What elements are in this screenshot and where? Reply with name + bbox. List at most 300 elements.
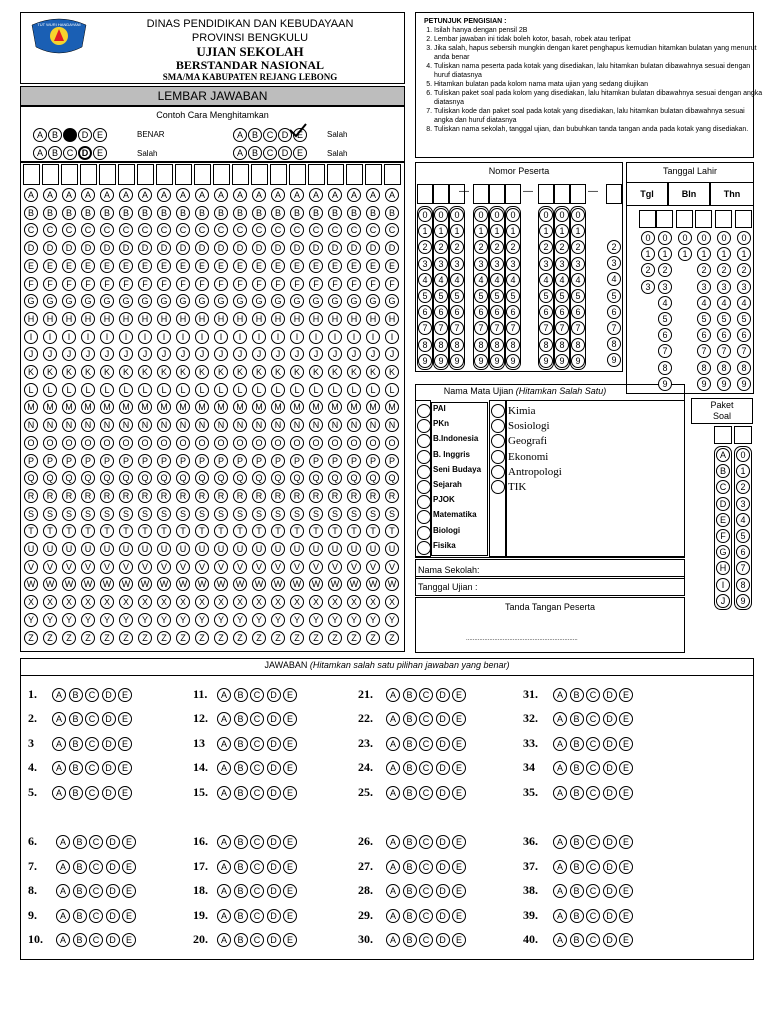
name-grid-bubble[interactable]: J [290, 347, 304, 361]
name-grid-bubble[interactable]: Z [100, 631, 114, 645]
answer-option-bubble[interactable]: A [553, 712, 567, 726]
answer-option-bubble[interactable]: A [553, 737, 567, 751]
answer-option-bubble[interactable]: D [102, 712, 116, 726]
name-grid-bubble[interactable]: R [347, 489, 361, 503]
name-grid-bubble[interactable]: Q [309, 471, 323, 485]
paket-letter-cell[interactable] [714, 426, 732, 444]
name-grid-bubble[interactable]: N [100, 418, 114, 432]
name-grid-bubble[interactable]: T [62, 524, 76, 538]
answer-option-bubble[interactable]: E [452, 761, 466, 775]
tgl-bubble[interactable]: 5 [658, 312, 672, 326]
answer-option-bubble[interactable]: C [250, 860, 264, 874]
name-grid-bubble[interactable]: P [233, 454, 247, 468]
name-grid-bubble[interactable]: P [195, 454, 209, 468]
answer-option-bubble[interactable]: D [436, 860, 450, 874]
name-grid-bubble[interactable]: F [119, 277, 133, 291]
name-grid-bubble[interactable]: W [138, 577, 152, 591]
nomor-bubble[interactable]: 8 [506, 338, 520, 352]
nomor-bubble[interactable]: 2 [450, 240, 464, 254]
answer-option-bubble[interactable]: B [403, 884, 417, 898]
tgl-bubble[interactable]: 0 [658, 231, 672, 245]
name-grid-bubble[interactable]: Q [62, 471, 76, 485]
name-grid-bubble[interactable]: G [100, 294, 114, 308]
name-grid-bubble[interactable]: D [328, 241, 342, 255]
name-grid-bubble[interactable]: T [328, 524, 342, 538]
name-grid-bubble[interactable]: N [119, 418, 133, 432]
name-grid-bubble[interactable]: E [252, 259, 266, 273]
answer-option-bubble[interactable]: A [56, 860, 70, 874]
name-grid-bubble[interactable]: N [195, 418, 209, 432]
answer-option-bubble[interactable]: D [603, 712, 617, 726]
name-grid-bubble[interactable]: H [24, 312, 38, 326]
answer-option-bubble[interactable]: C [250, 786, 264, 800]
name-grid-bubble[interactable]: R [81, 489, 95, 503]
example-salah3-bubble[interactable]: C [263, 146, 277, 160]
name-grid-bubble[interactable]: M [366, 400, 380, 414]
answer-option-bubble[interactable]: E [619, 860, 633, 874]
answer-option-bubble[interactable]: B [403, 712, 417, 726]
tgl-bubble[interactable]: 9 [737, 377, 751, 391]
nomor-bubble[interactable]: 4 [434, 273, 448, 287]
name-grid-bubble[interactable]: X [233, 595, 247, 609]
tgl-bubble[interactable]: 7 [717, 344, 731, 358]
tgl-bubble[interactable]: 5 [737, 312, 751, 326]
answer-option-bubble[interactable]: A [386, 933, 400, 947]
name-grid-bubble[interactable]: P [347, 454, 361, 468]
answer-option-bubble[interactable]: B [69, 737, 83, 751]
name-grid-bubble[interactable]: T [290, 524, 304, 538]
name-grid-bubble[interactable]: S [157, 507, 171, 521]
name-grid-bubble[interactable]: I [309, 330, 323, 344]
answer-option-bubble[interactable]: B [234, 688, 248, 702]
paket-letter-bubble[interactable]: H [716, 561, 730, 575]
answer-option-bubble[interactable]: B [403, 786, 417, 800]
example-salah1-bubble[interactable]: B [48, 146, 62, 160]
tgl-bubble[interactable]: 9 [717, 377, 731, 391]
name-grid-bubble[interactable]: Y [24, 613, 38, 627]
name-grid-bubble[interactable]: O [100, 436, 114, 450]
nomor-bubble[interactable]: 4 [539, 273, 553, 287]
name-grid-bubble[interactable]: W [252, 577, 266, 591]
name-grid-bubble[interactable]: A [157, 188, 171, 202]
name-grid-bubble[interactable]: M [62, 400, 76, 414]
tgl-bubble[interactable]: 8 [737, 361, 751, 375]
name-grid-bubble[interactable]: Q [138, 471, 152, 485]
name-grid-bubble[interactable]: F [290, 277, 304, 291]
nomor-bubble[interactable]: 0 [474, 208, 488, 222]
name-grid-bubble[interactable]: H [43, 312, 57, 326]
name-grid-bubble[interactable]: A [385, 188, 399, 202]
answer-option-bubble[interactable]: D [267, 835, 281, 849]
nomor-bubble[interactable]: 5 [571, 289, 585, 303]
name-grid-bubble[interactable]: L [366, 383, 380, 397]
name-grid-bubble[interactable]: L [81, 383, 95, 397]
name-grid-bubble[interactable]: I [43, 330, 57, 344]
name-grid-bubble[interactable]: C [214, 223, 228, 237]
name-grid-bubble[interactable]: T [119, 524, 133, 538]
name-grid-bubble[interactable]: U [157, 542, 171, 556]
name-grid-bubble[interactable]: C [138, 223, 152, 237]
name-grid-bubble[interactable]: O [252, 436, 266, 450]
answer-option-bubble[interactable]: D [267, 909, 281, 923]
name-letter-cell[interactable] [42, 164, 59, 185]
answer-option-bubble[interactable]: D [102, 688, 116, 702]
name-letter-cell[interactable] [156, 164, 173, 185]
answer-option-bubble[interactable]: C [419, 884, 433, 898]
name-grid-bubble[interactable]: K [119, 365, 133, 379]
tanggal-ujian-field[interactable] [415, 576, 685, 596]
nomor-digit-cell[interactable] [433, 184, 449, 204]
name-grid-bubble[interactable]: A [62, 188, 76, 202]
name-grid-bubble[interactable]: M [176, 400, 190, 414]
tgl-bubble[interactable]: 9 [697, 377, 711, 391]
paket-letter-bubble[interactable]: C [716, 480, 730, 494]
nomor-bubble[interactable]: 1 [506, 224, 520, 238]
name-letter-cell[interactable] [118, 164, 135, 185]
name-grid-bubble[interactable]: X [100, 595, 114, 609]
name-grid-bubble[interactable]: O [385, 436, 399, 450]
example-salah2-bubble[interactable]: A [233, 128, 247, 142]
name-grid-bubble[interactable]: P [366, 454, 380, 468]
name-grid-bubble[interactable]: K [62, 365, 76, 379]
answer-option-bubble[interactable]: D [603, 933, 617, 947]
name-grid-bubble[interactable]: I [366, 330, 380, 344]
name-grid-bubble[interactable]: O [233, 436, 247, 450]
name-grid-bubble[interactable]: H [290, 312, 304, 326]
answer-option-bubble[interactable]: E [122, 909, 136, 923]
answer-option-bubble[interactable]: B [234, 860, 248, 874]
name-grid-bubble[interactable]: J [81, 347, 95, 361]
name-grid-bubble[interactable]: A [195, 188, 209, 202]
paket-digit-bubble[interactable]: 0 [736, 448, 750, 462]
answer-option-bubble[interactable]: B [570, 786, 584, 800]
name-grid-bubble[interactable]: G [271, 294, 285, 308]
nomor-bubble[interactable]: 4 [506, 273, 520, 287]
name-grid-bubble[interactable]: Y [328, 613, 342, 627]
answer-option-bubble[interactable]: B [73, 860, 87, 874]
answer-option-bubble[interactable]: D [102, 761, 116, 775]
name-grid-bubble[interactable]: T [138, 524, 152, 538]
answer-option-bubble[interactable]: A [553, 835, 567, 849]
nomor-bubble[interactable]: 3 [490, 257, 504, 271]
name-grid-bubble[interactable]: K [138, 365, 152, 379]
name-grid-bubble[interactable]: X [328, 595, 342, 609]
answer-option-bubble[interactable]: A [386, 860, 400, 874]
name-grid-bubble[interactable]: B [290, 206, 304, 220]
name-grid-bubble[interactable]: D [195, 241, 209, 255]
paket-digit-bubble[interactable]: 1 [736, 464, 750, 478]
name-grid-bubble[interactable]: U [62, 542, 76, 556]
name-grid-bubble[interactable]: V [366, 560, 380, 574]
answer-option-bubble[interactable]: A [553, 688, 567, 702]
name-grid-bubble[interactable]: T [233, 524, 247, 538]
answer-option-bubble[interactable]: C [250, 933, 264, 947]
answer-option-bubble[interactable]: D [436, 688, 450, 702]
name-grid-bubble[interactable]: E [385, 259, 399, 273]
answer-option-bubble[interactable]: D [102, 786, 116, 800]
nomor-bubble[interactable]: 6 [474, 305, 488, 319]
name-grid-bubble[interactable]: O [271, 436, 285, 450]
answer-option-bubble[interactable]: B [234, 835, 248, 849]
answer-option-bubble[interactable]: A [217, 909, 231, 923]
nomor-bubble[interactable]: 2 [490, 240, 504, 254]
name-grid-bubble[interactable]: T [195, 524, 209, 538]
name-grid-bubble[interactable]: P [290, 454, 304, 468]
answer-option-bubble[interactable]: C [89, 884, 103, 898]
nomor-bubble[interactable]: 7 [490, 321, 504, 335]
nomor-bubble[interactable]: 5 [490, 289, 504, 303]
tgl-bubble[interactable]: 7 [658, 344, 672, 358]
name-grid-bubble[interactable]: H [309, 312, 323, 326]
name-grid-bubble[interactable]: V [328, 560, 342, 574]
name-grid-bubble[interactable]: Y [385, 613, 399, 627]
name-grid-bubble[interactable]: Z [138, 631, 152, 645]
answer-option-bubble[interactable]: D [436, 786, 450, 800]
answer-option-bubble[interactable]: D [603, 884, 617, 898]
name-grid-bubble[interactable]: O [290, 436, 304, 450]
name-grid-bubble[interactable]: B [195, 206, 209, 220]
name-grid-bubble[interactable]: R [309, 489, 323, 503]
answer-option-bubble[interactable]: A [553, 761, 567, 775]
nomor-digit-cell[interactable] [570, 184, 586, 204]
name-grid-bubble[interactable]: O [119, 436, 133, 450]
answer-option-bubble[interactable]: D [603, 860, 617, 874]
answer-option-bubble[interactable]: B [234, 884, 248, 898]
name-grid-bubble[interactable]: A [347, 188, 361, 202]
name-grid-bubble[interactable]: J [328, 347, 342, 361]
nomor-bubble[interactable]: 7 [555, 321, 569, 335]
name-grid-bubble[interactable]: R [100, 489, 114, 503]
name-grid-bubble[interactable]: I [24, 330, 38, 344]
nomor-bubble[interactable]: 1 [555, 224, 569, 238]
answer-option-bubble[interactable]: C [419, 909, 433, 923]
name-grid-bubble[interactable]: W [309, 577, 323, 591]
tgl-bubble[interactable]: 1 [717, 247, 731, 261]
paket-letter-bubble[interactable]: J [716, 594, 730, 608]
name-letter-cell[interactable] [270, 164, 287, 185]
example-salah2-bubble[interactable]: E [293, 128, 307, 142]
name-grid-bubble[interactable]: Q [100, 471, 114, 485]
name-grid-bubble[interactable]: B [385, 206, 399, 220]
tgl-bubble[interactable]: 8 [717, 361, 731, 375]
name-grid-bubble[interactable]: V [233, 560, 247, 574]
name-grid-bubble[interactable]: V [138, 560, 152, 574]
answer-option-bubble[interactable]: C [85, 761, 99, 775]
name-grid-bubble[interactable]: J [366, 347, 380, 361]
name-grid-bubble[interactable]: R [385, 489, 399, 503]
name-grid-bubble[interactable]: T [100, 524, 114, 538]
answer-option-bubble[interactable]: C [586, 835, 600, 849]
name-grid-bubble[interactable]: Q [119, 471, 133, 485]
answer-option-bubble[interactable]: E [619, 909, 633, 923]
name-grid-bubble[interactable]: X [43, 595, 57, 609]
answer-option-bubble[interactable]: B [403, 860, 417, 874]
answer-option-bubble[interactable]: C [419, 860, 433, 874]
nomor-bubble[interactable]: 6 [506, 305, 520, 319]
name-grid-bubble[interactable]: E [290, 259, 304, 273]
name-grid-bubble[interactable]: L [309, 383, 323, 397]
name-grid-bubble[interactable]: A [43, 188, 57, 202]
nomor-bubble[interactable]: 3 [539, 257, 553, 271]
nomor-bubble[interactable]: 1 [418, 224, 432, 238]
nomor-bubble[interactable]: 0 [418, 208, 432, 222]
answer-option-bubble[interactable]: E [619, 835, 633, 849]
answer-option-bubble[interactable]: C [586, 786, 600, 800]
nomor-bubble[interactable]: 7 [418, 321, 432, 335]
name-grid-bubble[interactable]: Y [233, 613, 247, 627]
ttd-box[interactable] [415, 597, 685, 653]
name-grid-bubble[interactable]: M [119, 400, 133, 414]
name-grid-bubble[interactable]: X [138, 595, 152, 609]
name-grid-bubble[interactable]: Q [214, 471, 228, 485]
example-benar-bubble[interactable]: D [78, 128, 92, 142]
tgl-bubble[interactable]: 6 [658, 328, 672, 342]
name-grid-bubble[interactable]: E [81, 259, 95, 273]
name-grid-bubble[interactable]: T [309, 524, 323, 538]
name-grid-bubble[interactable]: N [309, 418, 323, 432]
answer-option-bubble[interactable]: B [234, 933, 248, 947]
name-grid-bubble[interactable]: G [309, 294, 323, 308]
answer-option-bubble[interactable]: D [267, 712, 281, 726]
nomor-bubble[interactable]: 7 [434, 321, 448, 335]
answer-option-bubble[interactable]: A [386, 688, 400, 702]
name-letter-cell[interactable] [251, 164, 268, 185]
name-grid-bubble[interactable]: D [81, 241, 95, 255]
answer-option-bubble[interactable]: E [619, 786, 633, 800]
nomor-bubble[interactable]: 6 [607, 305, 621, 319]
tgl-bubble[interactable]: 8 [658, 361, 672, 375]
tgl-digit-cell[interactable] [695, 210, 712, 228]
name-grid-bubble[interactable]: V [385, 560, 399, 574]
name-grid-bubble[interactable]: X [214, 595, 228, 609]
paket-digit-bubble[interactable]: 5 [736, 529, 750, 543]
name-grid-bubble[interactable]: B [366, 206, 380, 220]
answer-option-bubble[interactable]: C [250, 737, 264, 751]
name-grid-bubble[interactable]: U [328, 542, 342, 556]
nomor-bubble[interactable]: 9 [490, 354, 504, 368]
name-grid-bubble[interactable]: S [195, 507, 209, 521]
name-grid-bubble[interactable]: Y [100, 613, 114, 627]
name-grid-bubble[interactable]: A [24, 188, 38, 202]
name-letter-cell[interactable] [327, 164, 344, 185]
tgl-bubble[interactable]: 9 [658, 377, 672, 391]
answer-option-bubble[interactable]: B [69, 761, 83, 775]
name-grid-bubble[interactable]: F [100, 277, 114, 291]
paket-digit-bubble[interactable]: 7 [736, 561, 750, 575]
name-grid-bubble[interactable]: K [100, 365, 114, 379]
nomor-bubble[interactable]: 2 [555, 240, 569, 254]
name-letter-cell[interactable] [289, 164, 306, 185]
name-grid-bubble[interactable]: L [347, 383, 361, 397]
name-grid-bubble[interactable]: B [43, 206, 57, 220]
answer-option-bubble[interactable]: A [553, 909, 567, 923]
name-grid-bubble[interactable]: Y [138, 613, 152, 627]
answer-option-bubble[interactable]: B [403, 761, 417, 775]
name-grid-bubble[interactable]: M [81, 400, 95, 414]
name-grid-bubble[interactable]: S [214, 507, 228, 521]
answer-option-bubble[interactable]: A [217, 786, 231, 800]
name-grid-bubble[interactable]: Q [81, 471, 95, 485]
name-grid-bubble[interactable]: Q [43, 471, 57, 485]
tgl-bubble[interactable]: 1 [641, 247, 655, 261]
name-grid-bubble[interactable]: V [309, 560, 323, 574]
answer-option-bubble[interactable]: C [250, 884, 264, 898]
name-grid-bubble[interactable]: Z [62, 631, 76, 645]
nomor-bubble[interactable]: 1 [571, 224, 585, 238]
name-grid-bubble[interactable]: N [328, 418, 342, 432]
name-grid-bubble[interactable]: O [157, 436, 171, 450]
name-grid-bubble[interactable]: W [290, 577, 304, 591]
name-grid-bubble[interactable]: I [81, 330, 95, 344]
name-grid-bubble[interactable]: W [176, 577, 190, 591]
name-grid-bubble[interactable]: Q [347, 471, 361, 485]
name-grid-bubble[interactable]: B [138, 206, 152, 220]
name-grid-bubble[interactable]: C [81, 223, 95, 237]
nomor-bubble[interactable]: 5 [434, 289, 448, 303]
nomor-bubble[interactable]: 5 [555, 289, 569, 303]
example-benar-bubble[interactable]: B [48, 128, 62, 142]
name-grid-bubble[interactable]: X [347, 595, 361, 609]
name-grid-bubble[interactable]: D [100, 241, 114, 255]
name-grid-bubble[interactable]: U [309, 542, 323, 556]
answer-option-bubble[interactable]: A [217, 933, 231, 947]
tgl-bubble[interactable]: 0 [641, 231, 655, 245]
name-grid-bubble[interactable]: J [176, 347, 190, 361]
name-grid-bubble[interactable]: C [195, 223, 209, 237]
nomor-bubble[interactable]: 3 [571, 257, 585, 271]
name-grid-bubble[interactable]: W [43, 577, 57, 591]
name-grid-bubble[interactable]: N [138, 418, 152, 432]
name-grid-bubble[interactable]: D [214, 241, 228, 255]
nomor-bubble[interactable]: 3 [474, 257, 488, 271]
name-grid-bubble[interactable]: L [271, 383, 285, 397]
answer-option-bubble[interactable]: D [436, 835, 450, 849]
name-grid-bubble[interactable]: R [195, 489, 209, 503]
example-salah2-bubble[interactable]: B [248, 128, 262, 142]
name-grid-bubble[interactable]: U [81, 542, 95, 556]
name-grid-bubble[interactable]: N [385, 418, 399, 432]
answer-option-bubble[interactable]: D [267, 786, 281, 800]
name-grid-bubble[interactable]: I [62, 330, 76, 344]
name-grid-bubble[interactable]: A [366, 188, 380, 202]
name-grid-bubble[interactable]: B [328, 206, 342, 220]
nomor-bubble[interactable]: 9 [607, 353, 621, 367]
name-grid-bubble[interactable]: N [366, 418, 380, 432]
tgl-bubble[interactable]: 2 [697, 263, 711, 277]
name-grid-bubble[interactable]: S [347, 507, 361, 521]
answer-option-bubble[interactable]: E [283, 835, 297, 849]
name-grid-bubble[interactable]: L [176, 383, 190, 397]
name-grid-bubble[interactable]: E [62, 259, 76, 273]
name-grid-bubble[interactable]: Z [24, 631, 38, 645]
paket-digit-cell[interactable] [734, 426, 752, 444]
name-grid-bubble[interactable]: V [271, 560, 285, 574]
name-grid-bubble[interactable]: Z [252, 631, 266, 645]
tgl-bubble[interactable]: 1 [697, 247, 711, 261]
answer-option-bubble[interactable]: A [386, 786, 400, 800]
name-grid-bubble[interactable]: Y [62, 613, 76, 627]
answer-option-bubble[interactable]: B [69, 712, 83, 726]
name-grid-bubble[interactable]: M [290, 400, 304, 414]
answer-option-bubble[interactable]: C [85, 688, 99, 702]
name-grid-bubble[interactable]: L [328, 383, 342, 397]
name-grid-bubble[interactable]: L [195, 383, 209, 397]
name-grid-bubble[interactable]: X [81, 595, 95, 609]
nomor-bubble[interactable]: 1 [490, 224, 504, 238]
nomor-bubble[interactable]: 7 [539, 321, 553, 335]
name-grid-bubble[interactable]: A [119, 188, 133, 202]
name-grid-bubble[interactable]: W [81, 577, 95, 591]
